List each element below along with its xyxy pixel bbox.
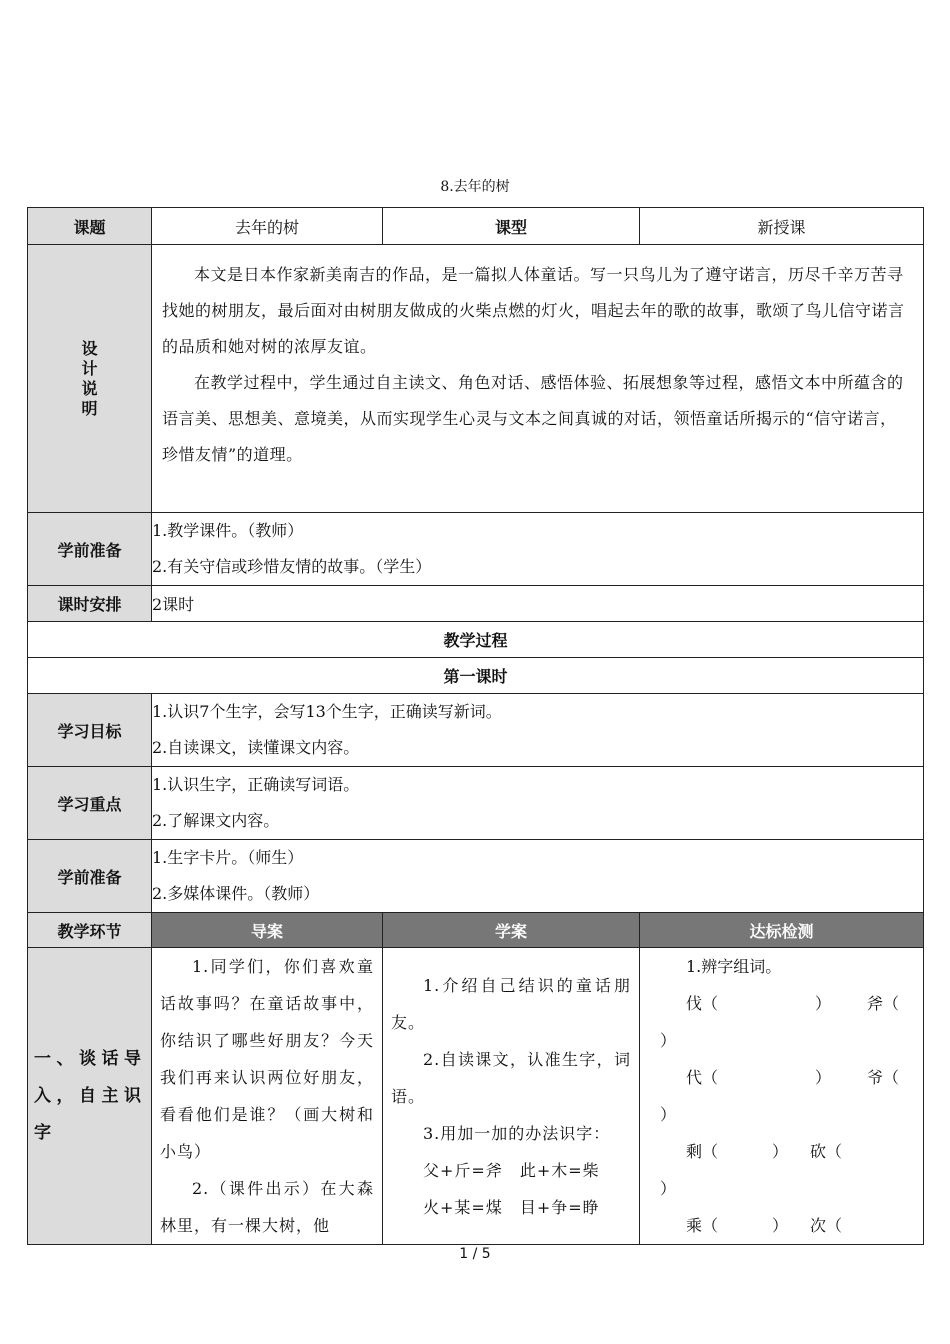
section1-study-eq2: 火+某=煤 目+争=睁	[423, 1197, 600, 1217]
header-segment: 教学环节	[28, 913, 152, 948]
prep2-content	[152, 840, 924, 913]
process-header-row	[28, 913, 924, 948]
header-row	[28, 208, 924, 245]
design-paragraph-2: 在教学过程中，学生通过自主读文、角色对话、感悟体验、拓展想象等过程，感悟文本中所蕴含的语言美、思想美、意境美，从而实现学生心灵与文本之间真诚的对话，领悟童话所揭示的“信守诺言，珍惜友情”的道理。	[162, 373, 904, 464]
prep-item-1: 1.教学课件。（教师）	[152, 521, 304, 540]
section1-guide-p2: 2.（课件出示）在大森林里，有一棵大树，他	[160, 1179, 374, 1235]
prep2-item-1: 1.生字卡片。（师生）	[152, 848, 304, 867]
test-row-3: 剩（ ） 砍（	[686, 1142, 843, 1161]
section1-study-p2: 2.自读课文，认准生字，词语。	[391, 1049, 631, 1106]
lesson-plan-table	[27, 207, 924, 1245]
schedule-row	[28, 586, 924, 622]
lesson1-title-row	[28, 658, 924, 694]
goal-item-1: 1.认识7个生字，会写13个生字，正确读写新词。	[152, 702, 502, 721]
test-row-2-close: ）	[660, 1105, 677, 1124]
section1-guide	[152, 948, 383, 1245]
section1-study-p1: 1.介绍自己结识的童话朋友。	[391, 975, 631, 1032]
lesson1-title: 第一课时	[28, 658, 924, 694]
topic-value: 去年的树	[152, 208, 383, 245]
section1-guide-p1: 1.同学们，你们喜欢童话故事吗？在童话故事中，你结识了哪些好朋友？今天我们再来认识两位好朋友，看看他们是谁？（画大树和小鸟）	[160, 957, 374, 1161]
prep-item-2: 2.有关守信或珍惜友情的故事。（学生）	[152, 557, 432, 576]
design-row	[28, 245, 924, 513]
label-schedule: 课时安排	[28, 586, 152, 622]
test-row-1-close: ）	[660, 1031, 677, 1050]
design-text	[152, 245, 924, 513]
label-prep2: 学前准备	[28, 840, 152, 913]
label-design-chars: 设 计 说 明	[81, 338, 98, 418]
label-goals: 学习目标	[28, 694, 152, 767]
test-row-4: 乘（ ） 次（	[686, 1216, 843, 1235]
focus-item-2: 2.了解课文内容。	[152, 811, 280, 830]
section1-test	[640, 948, 924, 1245]
goals-row	[28, 694, 924, 767]
type-value: 新授课	[640, 208, 924, 245]
section1-row	[28, 948, 924, 1245]
design-paragraph-1: 本文是日本作家新美南吉的作品，是一篇拟人体童话。写一只鸟儿为了遵守诺言，历尽千辛万苦寻找她的树朋友，最后面对由树朋友做成的火柴点燃的灯火，唱起去年的歌的故事，歌颂了鸟儿信守诺言的品质和她对树的浓厚友谊。	[162, 265, 905, 356]
prep-content	[152, 513, 924, 586]
prep2-item-2: 2.多媒体课件。（教师）	[152, 884, 320, 903]
section1-label: 一、谈话导入，自主识字	[28, 948, 152, 1245]
focus-row	[28, 767, 924, 840]
label-design	[28, 245, 152, 513]
label-type: 课型	[383, 208, 640, 245]
test-row-2: 代（ ） 爷（	[686, 1068, 900, 1087]
label-prep: 学前准备	[28, 513, 152, 586]
goals-content	[152, 694, 924, 767]
process-title-row	[28, 622, 924, 658]
label-focus: 学习重点	[28, 767, 152, 840]
label-topic: 课题	[28, 208, 152, 245]
prep-row	[28, 513, 924, 586]
section1-study-eq1: 父+斤=斧 此+木=柴	[423, 1160, 600, 1180]
test-row-3-close: ）	[660, 1179, 677, 1198]
section1-study-p3: 3.用加一加的办法识字：	[423, 1123, 611, 1143]
test-row-1: 伐（ ） 斧（	[686, 994, 900, 1013]
page-number: 1 / 5	[459, 1246, 491, 1262]
goal-item-2: 2.自读课文，读懂课文内容。	[152, 738, 360, 757]
prep2-row	[28, 840, 924, 913]
test-intro: 1.辨字组词。	[686, 957, 782, 976]
schedule-value: 2课时	[152, 586, 924, 622]
section1-study	[383, 948, 640, 1245]
focus-item-1: 1.认识生字，正确读写词语。	[152, 775, 360, 794]
header-guide: 导案	[152, 913, 383, 948]
process-title: 教学过程	[28, 622, 924, 658]
focus-content	[152, 767, 924, 840]
header-study: 学案	[383, 913, 640, 948]
document-title: 8.去年的树	[440, 179, 510, 195]
header-test: 达标检测	[640, 913, 924, 948]
